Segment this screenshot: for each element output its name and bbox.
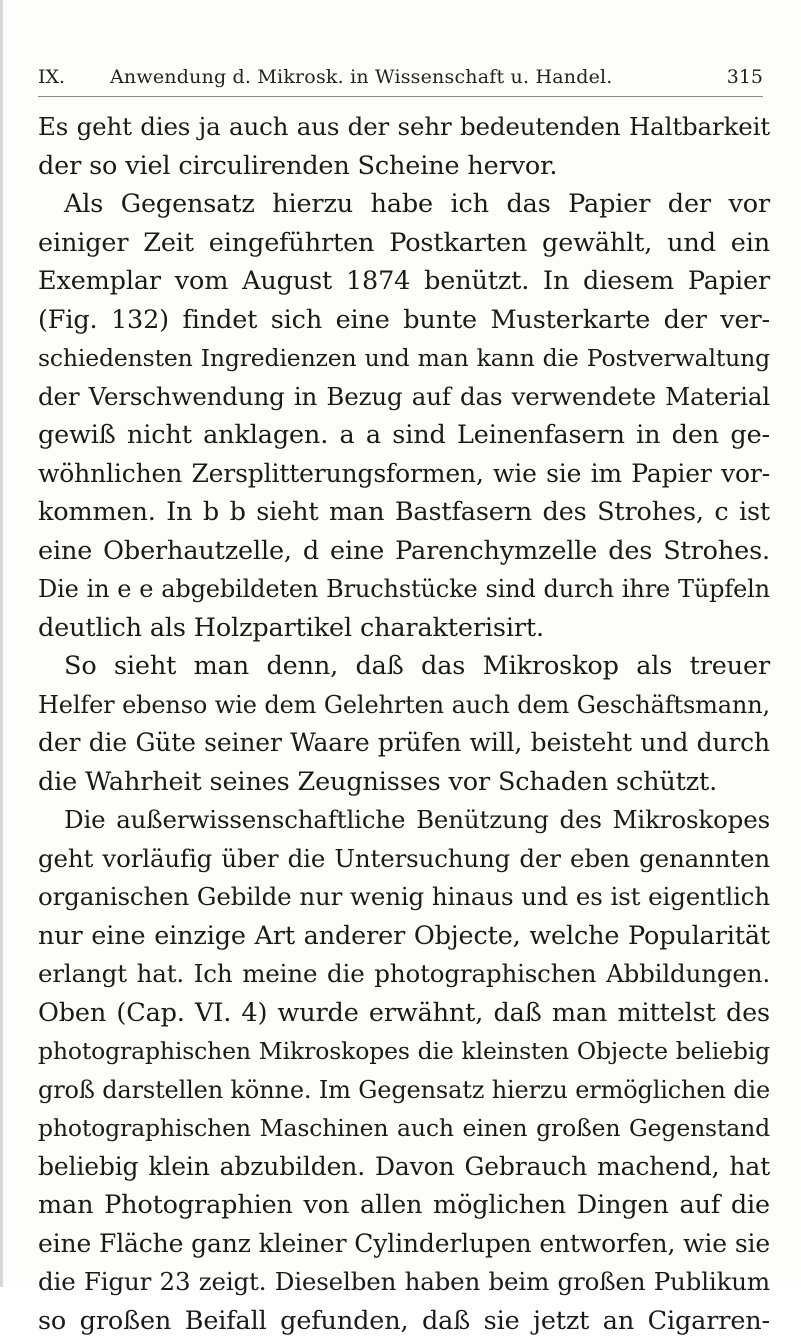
text-line: Exemplar vom August 1874 benützt. In diesem Papier <box>38 262 770 301</box>
text-line: eine Fläche ganz kleiner Cylinderlupen entworfen, wie sie <box>38 1225 770 1264</box>
text-line: groß darstellen könne. Im Gegensatz hierzu ermöglichen die <box>38 1071 770 1110</box>
text-line: Als Gegensatz hierzu habe ich das Papier der vor <box>38 185 770 224</box>
text-line: organischen Gebilde nur wenig hinaus und es ist eigentlich <box>38 878 770 917</box>
text-line: eine Oberhautzelle, d eine Parenchymzelle des Strohes. <box>38 532 770 571</box>
text-line: photographischen Mikroskopes die kleinsten Objecte beliebig <box>38 1032 770 1071</box>
text-line: erlangt hat. Ich meine die photographischen Abbildungen. <box>38 955 770 994</box>
running-header <box>38 62 763 92</box>
text-line: Helfer ebenso wie dem Gelehrten auch dem Geschäftsmann, <box>38 686 770 725</box>
text-line: der Verschwendung in Bezug auf das verwendete Material <box>38 378 770 417</box>
text-line: kommen. In b b sieht man Bastfasern des Strohes, c ist <box>38 493 770 532</box>
page-number: 315 <box>727 62 763 92</box>
text-line: nur eine einzige Art anderer Objecte, welche Popularität <box>38 917 770 956</box>
text-line: Die außerwissenschaftliche Benützung des Mikroskopes <box>38 801 770 840</box>
text-line: die Figur 23 zeigt. Dieselben haben beim großen Publikum <box>38 1263 770 1302</box>
text-line: So sieht man denn, daß das Mikroskop als treuer <box>38 647 770 686</box>
text-line: geht vorläufig über die Untersuchung der eben genannten <box>38 840 770 879</box>
text-line: photographischen Maschinen auch einen großen Gegenstand <box>38 1109 770 1148</box>
text-line: schiedensten Ingredienzen und man kann die Postverwaltung <box>38 339 770 378</box>
text-line: Es geht dies ja auch aus der sehr bedeutenden Haltbarkeit <box>38 108 770 147</box>
running-title: Anwendung d. Mikrosk. in Wissenschaft u. Handel. <box>110 62 613 92</box>
text-line: einiger Zeit eingeführten Postkarten gewählt, und ein <box>38 224 770 263</box>
text-line: Die in e e abgebildeten Bruchstücke sind durch ihre Tüpfeln <box>38 570 770 609</box>
text-line: wöhnlichen Zersplitterungsformen, wie sie im Papier vor- <box>38 455 770 494</box>
body-text <box>38 108 770 1340</box>
text-line: der die Güte seiner Waare prüfen will, beisteht und durch <box>38 724 770 763</box>
text-line: (Fig. 132) findet sich eine bunte Musterkarte der ver- <box>38 301 770 340</box>
text-line: Oben (Cap. VI. 4) wurde erwähnt, daß man mittelst des <box>38 994 770 1033</box>
text-line: die Wahrheit seines Zeugnisses vor Schaden schützt. <box>38 763 770 802</box>
text-line: man Photographien von allen möglichen Dingen auf die <box>38 1186 770 1225</box>
text-line: deutlich als Holzpartikel charakterisirt. <box>38 609 770 648</box>
text-line: der so viel circulirenden Scheine hervor. <box>38 147 770 186</box>
text-line: beliebig klein abzubilden. Davon Gebrauch machend, hat <box>38 1148 770 1187</box>
header-rule <box>38 96 763 97</box>
chapter-number: IX. <box>38 62 65 92</box>
text-line: gewiß nicht anklagen. a a sind Leinenfasern in den ge- <box>38 416 770 455</box>
page-edge-shadow <box>0 0 3 1287</box>
text-line: so großen Beifall gefunden, daß sie jetzt an Cigarren- <box>38 1302 770 1340</box>
